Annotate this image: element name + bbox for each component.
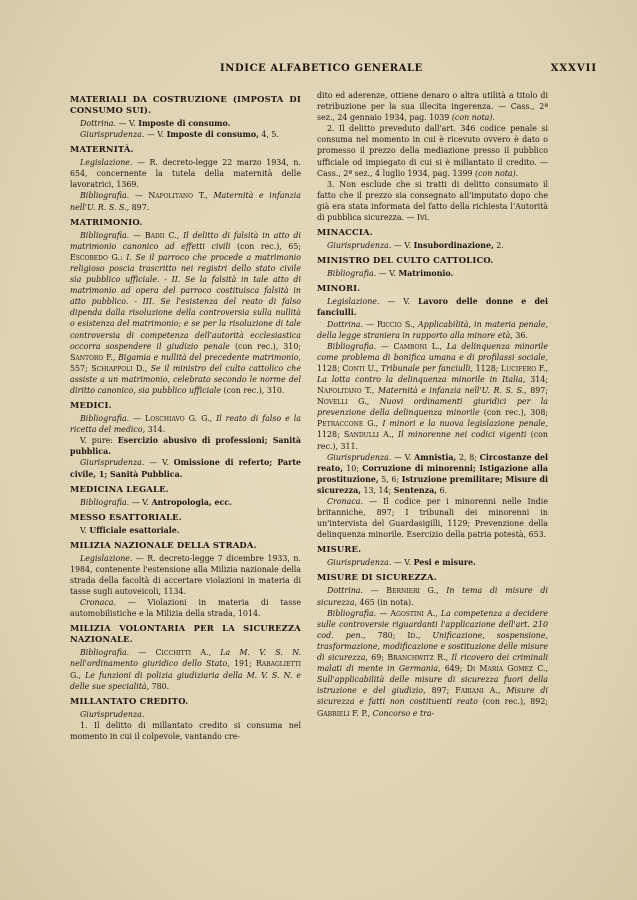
text-run: 1128; bbox=[317, 363, 340, 373]
text-run: — Badii C., bbox=[129, 230, 180, 240]
text-run: 3. Non esclude che si tratti di delitto consumato il fatto che il prezzo sia consegnato all'imputato dopo che già era stata informata del fatto della richiesta l'Autorità di pubblica sicurezza. — Ivi. bbox=[317, 179, 548, 223]
text-run: (con rec.), 892; bbox=[477, 697, 548, 707]
text-run: Legislazione. bbox=[80, 158, 133, 168]
text-run: Tribunale per fanciulli, bbox=[378, 363, 474, 373]
text-run: 4, 5. bbox=[258, 130, 279, 140]
text-run: 557; bbox=[70, 363, 88, 373]
text-run: Giurisprudenza. bbox=[80, 458, 145, 468]
text-run: In tema di misure di sicurezza, bbox=[317, 586, 548, 607]
text-run: 6. bbox=[436, 485, 448, 495]
text-run: Bigamia e nullità del precedente matrimonio, bbox=[115, 352, 301, 362]
text-run: (con rec.), 308; bbox=[479, 408, 548, 418]
text-run: Ufficiale esattoriale. bbox=[89, 525, 180, 535]
text-run: Cronaca. bbox=[80, 598, 116, 608]
text-run: Maternità e infanzia nell'U. R. S. S., bbox=[374, 386, 527, 396]
entry-paragraph bbox=[317, 341, 548, 452]
text-run: — Il codice per i minorenni nelle Indie britanniche, 897; I tribunali dei minorenni in un'intervista del Guardasigilli, 1129; Prevenzione della delinquenza minorile. Esercizio della patria potestà, 653. bbox=[317, 497, 548, 540]
text-run: Il ricovero dei criminali malati di mente in Germania, bbox=[317, 653, 549, 674]
entry-medici bbox=[70, 400, 301, 480]
text-run: I. Se il parroco che procede a matrimonio religioso poscia trascritto nei registri dello stato civile sia pubblico ufficiale. - II. Se la falsità in tale atto di matrimonio ad opera del parroco costituisca falsità in atto pubblico. - III. Se l'esistenza del reato di falso dipenda dalla risoluzione della controversia sulla nullità o esistenza del matrimonio; e se per la risoluzione di tale controversia di competenza dell'autorità ecclesiastica occorra sospendere il giudizio penale bbox=[70, 252, 301, 351]
entry-millantato-continued bbox=[317, 90, 548, 223]
text-run: Giurisprudenza. bbox=[80, 130, 145, 140]
entry-paragraph bbox=[317, 296, 548, 318]
entry-heading: MINISTRO DEL CULTO CATTOLICO. bbox=[317, 255, 494, 266]
text-run: Bibliografia. bbox=[327, 341, 377, 351]
text-run: Concorso e tra- bbox=[370, 708, 435, 718]
text-run: Sandulli A., bbox=[339, 430, 394, 440]
text-run: Gabrieli F. P., bbox=[317, 708, 371, 718]
text-run: Bibliografia. bbox=[80, 414, 130, 424]
text-run: Novelli G., bbox=[317, 397, 370, 407]
text-run: 1128; bbox=[473, 363, 499, 373]
text-run: 5, 6; bbox=[378, 474, 402, 484]
text-run: 649; bbox=[440, 664, 463, 674]
running-head bbox=[210, 63, 597, 77]
text-run: 36. bbox=[512, 330, 528, 340]
text-run: — V. bbox=[391, 241, 414, 251]
text-run: Sentenza, bbox=[393, 485, 437, 495]
text-run: Giurisprudenza. bbox=[327, 241, 392, 251]
text-run: — Cicchitti A., bbox=[129, 648, 212, 658]
text-run: 69; bbox=[367, 653, 385, 663]
entry-paragraph bbox=[317, 240, 548, 251]
entry-materiali bbox=[70, 94, 301, 140]
text-run: 1. Il delitto di millantato credito si consuma nel momento in cui il colpevole, vantando cre- bbox=[70, 720, 301, 741]
text-run: 191; bbox=[229, 659, 252, 669]
text-run: Dottrina. bbox=[80, 119, 117, 128]
page-number: XXXVII bbox=[550, 63, 597, 74]
entry-matrimonio bbox=[70, 217, 301, 396]
entry-heading: MATERNITÀ. bbox=[70, 144, 134, 155]
text-run: (con nota). bbox=[472, 168, 519, 178]
entry-paragraph bbox=[70, 597, 301, 619]
text-run: Di Maria Gomez C., bbox=[462, 664, 548, 674]
text-run: Legislazione. bbox=[327, 297, 380, 307]
text-run: Giurisprudenza. bbox=[327, 558, 392, 568]
text-run: (con rec.), 311. bbox=[317, 430, 548, 451]
entry-heading: MEDICI. bbox=[70, 400, 112, 411]
text-run: Id., bbox=[395, 630, 421, 640]
text-run: Giurisprudenza. bbox=[80, 709, 145, 719]
text-run: — bbox=[129, 191, 149, 201]
text-run: Lavoro delle donne e dei fanciulli. bbox=[317, 297, 548, 318]
text-run: — V. bbox=[379, 297, 418, 307]
text-run: Bibliografia. bbox=[80, 497, 130, 507]
text-run: Nuovi ordinamenti giuridici per la prevenzione della delinquenza minorile bbox=[317, 397, 548, 418]
entry-heading: MILIZIA VOLONTARIA PER LA SICUREZZA NAZIONALE. bbox=[70, 623, 301, 645]
text-run: — Riccio S., bbox=[363, 319, 415, 329]
entry-misure-sicurezza bbox=[317, 572, 548, 718]
text-run: Legislazione. bbox=[80, 553, 133, 563]
entry-paragraph bbox=[70, 190, 301, 212]
entry-heading: MILIZIA NAZIONALE DELLA STRADA. bbox=[70, 539, 257, 550]
text-run: 13, 14; bbox=[360, 485, 394, 495]
text-run: I minori e la nuova legislazione penale, bbox=[378, 419, 548, 429]
entry-paragraph bbox=[317, 585, 548, 607]
entry-messo bbox=[70, 512, 301, 536]
text-run: Napolitano T., bbox=[317, 386, 375, 396]
text-run: — Agostini A., bbox=[376, 608, 438, 618]
text-run: Dottrina. bbox=[327, 319, 364, 329]
text-run: 897. bbox=[129, 202, 150, 212]
entry-heading: MILLANTATO CREDITO. bbox=[70, 695, 189, 706]
text-run: Schiappoli D., bbox=[87, 363, 148, 373]
text-run: 314. bbox=[145, 425, 166, 435]
entry-heading: MATERIALI DA COSTRUZIONE (IMPOSTA DI CONSUMO SUI). bbox=[70, 94, 301, 115]
text-run: Conti U., bbox=[339, 363, 379, 373]
text-run: Giurisprudenza. bbox=[327, 452, 392, 462]
text-run: 2. Il delitto preveduto dall'art. 346 codice penale si consuma nel momento in cui è ricevuto ovvero è dato o promesso il prezzo della mediazione presso il pubblico ufficiale od impiegato di cui si è millantato il credito. — Cass., 2ª sez., 4 luglio 1934, pag. 1399 bbox=[317, 124, 548, 178]
text-run: — Bernieri G., bbox=[363, 586, 439, 596]
text-run: Insubordinazione, bbox=[413, 241, 494, 251]
text-run: Antropologia, ecc. bbox=[151, 497, 232, 507]
entry-paragraph bbox=[70, 709, 301, 720]
entry-paragraph bbox=[70, 525, 301, 536]
text-run: 2. bbox=[493, 241, 504, 251]
entry-ministro bbox=[317, 255, 548, 279]
entry-heading: MINACCIA. bbox=[317, 227, 373, 238]
text-run: Branchwitz R., bbox=[384, 653, 449, 663]
text-run: Santoro F., bbox=[70, 352, 116, 362]
entry-heading: MATRIMONIO. bbox=[70, 216, 143, 227]
text-run: Bibliografia. bbox=[80, 230, 130, 240]
text-run: Bibliografia. bbox=[80, 191, 130, 201]
text-run: 314; bbox=[525, 374, 548, 384]
entry-paragraph bbox=[317, 557, 548, 568]
text-run: 465 (in nota). bbox=[357, 597, 414, 607]
text-run: V. pure: bbox=[80, 436, 118, 446]
entry-paragraph bbox=[317, 452, 548, 496]
entry-paragraph bbox=[70, 435, 301, 457]
entry-milizia-sicurezza bbox=[70, 623, 301, 691]
text-run: Imposte di consumo, bbox=[166, 130, 259, 140]
entry-paragraph bbox=[70, 129, 301, 140]
entry-paragraph bbox=[317, 608, 548, 719]
entry-paragraph bbox=[70, 497, 301, 508]
text-run: Rabaglietti G., bbox=[70, 659, 301, 680]
text-run: — V. bbox=[116, 119, 139, 128]
text-run: Corruzione di minorenni; Istigazione alla prostituzione, bbox=[317, 463, 548, 484]
text-run: Applicabilità, in materia penale, della legge straniera in rapporto alla minore età, bbox=[317, 319, 548, 340]
text-run: 897; bbox=[425, 686, 450, 696]
text-run: Sull'applicabilità delle misure di sicurezza fuori della istruzione e del giudizio, bbox=[317, 675, 548, 696]
text-run: — Loschiavo G. G., bbox=[129, 414, 213, 424]
text-run: Misure di sicurezza e fatti non costituenti reato bbox=[317, 686, 549, 707]
text-run: — Violazioni in materia di tasse automobilistiche e la Milizia della strada, 1014. bbox=[70, 598, 301, 619]
entry-paragraph bbox=[70, 413, 301, 435]
text-run: Omissione di referto; Parte civile, 1; Sanità Pubblica. bbox=[70, 458, 301, 479]
text-run: Il reato di falso e la ricetta del medico, bbox=[70, 414, 301, 435]
text-run: Le funzioni di polizia giudiziaria della M. V. S. N. e delle sue specialità, bbox=[70, 670, 301, 691]
entry-paragraph bbox=[70, 720, 301, 742]
text-run: V. bbox=[80, 525, 90, 535]
entry-paragraph bbox=[317, 123, 548, 178]
text-run: 1128; bbox=[317, 430, 340, 440]
text-run: Petraccone G., bbox=[317, 419, 379, 429]
entry-paragraph bbox=[70, 118, 301, 129]
text-run: Fabiani A., bbox=[449, 686, 501, 696]
entry-paragraph bbox=[70, 230, 301, 396]
text-run: — V. bbox=[391, 558, 414, 568]
text-run: 10; bbox=[342, 463, 363, 473]
entry-paragraph bbox=[70, 647, 301, 691]
text-run: (con nota). bbox=[449, 113, 495, 123]
entry-misure bbox=[317, 544, 548, 568]
text-run: 780. bbox=[149, 681, 170, 691]
entry-medicina-legale bbox=[70, 484, 301, 508]
text-run: Bibliografia. bbox=[327, 269, 377, 279]
entry-paragraph bbox=[70, 553, 301, 597]
text-run: — R. decreto-legge 7 dicembre 1933, n. 1984, contenente l'estensione alla Milizia nazionale della strada della facoltà di accertare violazioni in materia di tasse sugli autoveicoli, 1134. bbox=[70, 553, 301, 597]
text-run: Pesi e misure. bbox=[413, 558, 476, 568]
text-run: Napolitano T., bbox=[148, 191, 208, 201]
entry-paragraph bbox=[317, 179, 548, 223]
text-run: — R. decreto-legge 22 marzo 1934, n. 654, concernente la tutela della maternità delle lavoratrici, 1369. bbox=[70, 158, 301, 190]
text-run: (con rec.), 310; bbox=[229, 341, 301, 351]
text-run: Circostanze del reato, bbox=[317, 452, 548, 473]
text-run: 780; bbox=[365, 630, 396, 640]
text-run: Cronaca. bbox=[327, 497, 363, 506]
left-column bbox=[70, 90, 301, 746]
text-run: La lotta contro la delinquenza minorile in Italia, bbox=[317, 374, 526, 384]
text-run: — V. bbox=[391, 452, 415, 462]
entry-paragraph bbox=[317, 319, 548, 341]
text-run: Maternità e infanzia nell'U. R. S. S., bbox=[70, 191, 301, 212]
text-run: — V. bbox=[129, 497, 152, 507]
text-run: Istruzione premilitare; Misure di sicurezza, bbox=[317, 474, 549, 495]
text-run: La M. V. S. N. nell'ordinamento giuridico dello Stato, bbox=[70, 648, 301, 669]
text-run: dito ed aderenze, ottiene denaro o altra utilità a titolo di retribuzione per la sua illecita ingerenza. — Cass., 2ª sez., 24 gennaio 1934, pag. 1039 bbox=[317, 91, 548, 123]
text-run: Dottrina. bbox=[327, 586, 364, 596]
text-run: Bibliografia. bbox=[327, 608, 377, 618]
text-run: (con rec.), 310. bbox=[221, 385, 285, 395]
text-run: — V. bbox=[144, 130, 167, 140]
entry-minori bbox=[317, 283, 548, 540]
entry-heading: MESSO ESATTORIALE. bbox=[70, 511, 182, 522]
entry-paragraph bbox=[70, 457, 301, 479]
right-column bbox=[317, 90, 548, 723]
text-run: Se il ministro del culto cattolico che assiste a un matrimonio, celebrato secondo le norme del diritto canonico, sia pubblico ufficiale bbox=[70, 363, 301, 395]
entry-heading: MISURE DI SICUREZZA. bbox=[317, 572, 437, 583]
entry-paragraph bbox=[317, 268, 548, 279]
text-run: 897; bbox=[526, 386, 548, 396]
entry-minaccia bbox=[317, 227, 548, 251]
text-run: Il minorenne nei codici vigenti bbox=[393, 430, 527, 440]
text-run: Unificazione, sospensione, trasformazione, modificazione e sostituzione delle misure di sicurezza, bbox=[317, 630, 548, 663]
text-run: Amnistia, bbox=[414, 452, 457, 462]
entry-paragraph bbox=[70, 157, 301, 190]
text-run: 2, 8; bbox=[456, 452, 480, 462]
entry-heading: MINORI. bbox=[317, 283, 361, 294]
entry-heading: MISURE. bbox=[317, 544, 362, 555]
text-run: Lucifero F., bbox=[498, 363, 549, 373]
text-run: La delinquenza minorile come problema di bonifica umana e di profilassi sociale, bbox=[317, 341, 548, 362]
text-run: — Camboni L., bbox=[376, 341, 443, 351]
text-run: — V. bbox=[144, 458, 174, 468]
text-run: Matrimonio. bbox=[398, 269, 454, 279]
running-head-title: INDICE ALFABETICO GENERALE bbox=[220, 63, 423, 74]
text-run: (con rec.), 65; bbox=[230, 241, 302, 251]
text-run: — V. bbox=[376, 269, 399, 279]
entry-paragraph bbox=[317, 90, 548, 123]
entry-heading: MEDICINA LEGALE. bbox=[70, 483, 169, 494]
text-run: Escobedo G.: bbox=[70, 252, 123, 262]
text-run: Il delitto di falsità in atto di matrimonio canonico ad effetti civili bbox=[70, 230, 301, 251]
entry-maternita bbox=[70, 144, 301, 212]
entry-millantato bbox=[70, 696, 301, 742]
text-run: Imposte di consumo. bbox=[138, 119, 231, 128]
text-run: Bibliografia. bbox=[80, 648, 130, 658]
entry-milizia-strada bbox=[70, 540, 301, 620]
text-run: La competenza a decidere sulle controversie riguardanti l'applicazione dell'art. 210 cod. pen., bbox=[317, 608, 548, 640]
text-run: Esercizio abusivo di professioni; Sanità pubblica. bbox=[70, 436, 301, 457]
entry-paragraph bbox=[317, 496, 548, 540]
